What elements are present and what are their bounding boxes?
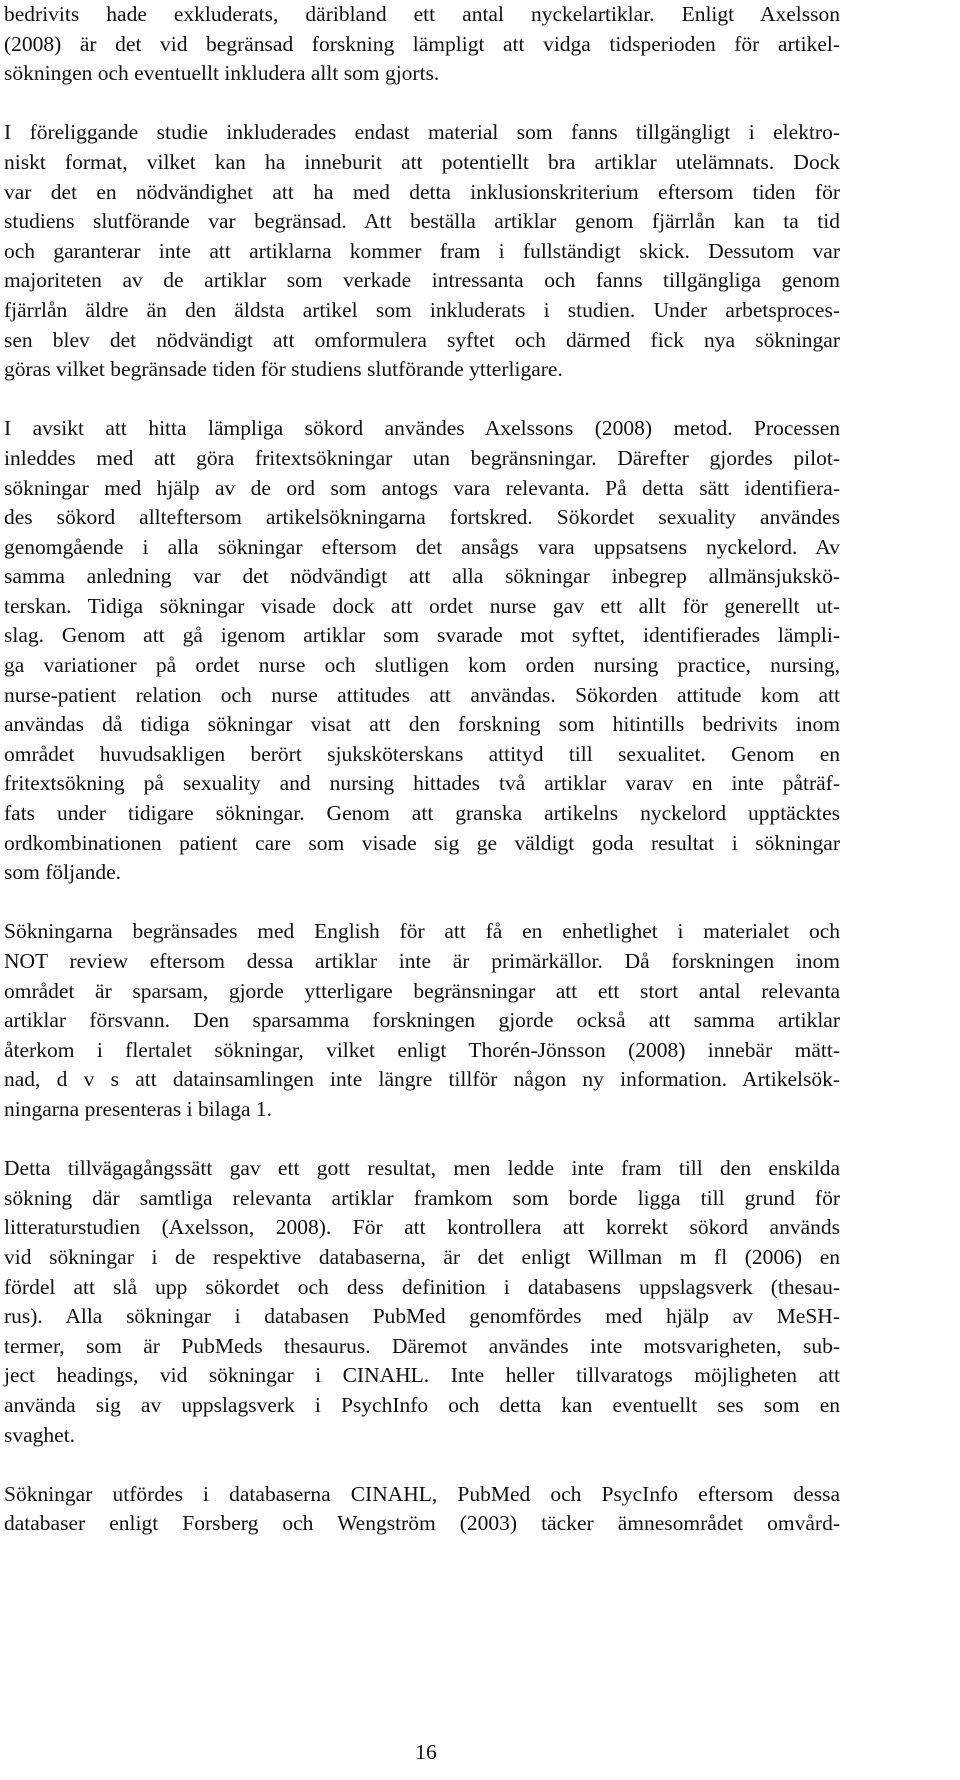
page-number: 16 [415,1740,437,1764]
text-line: databaser enligt Forsberg och Wengström (2003) täcker ämnesområdet omvård- [4,1511,840,1536]
text-line: Sökningarna begränsades med English för att få en enhetlighet i materialet och [4,919,840,944]
text-line: fritextsökning på sexuality and nursing hittades två artiklar varav en inte påträf- [4,771,840,796]
paragraph [4,0,840,89]
text-line: I föreliggande studie inkluderades endast material som fanns tillgängligt i elektro- [4,120,840,145]
text-line: studiens slutförande var begränsad. Att beställa artiklar genom fjärrlån kan ta tid [4,209,840,234]
text-line: som följande. [4,860,122,885]
text-line: sen blev det nödvändigt att omformulera syftet och därmed fick nya sökningar [4,327,840,352]
text-line: samma anledning var det nödvändigt att alla sökningar inbegrep allmänsjukskö- [4,564,840,589]
text-line: ject headings, vid sökningar i CINAHL. Inte heller tillvaratogs möjligheten att [4,1363,840,1388]
text-line: Sökningar utfördes i databaserna CINAHL, PubMed och PsycInfo eftersom dessa [4,1481,840,1506]
text-line: användas då tidiga sökningar visat att den forskning som hitintills bedrivits inom [4,712,840,737]
text-line: ga variationer på ordet nurse och slutligen kom orden nursing practice, nursing, [4,653,840,678]
text-line: området huvudsakligen berört sjuksköterskans attityd till sexualitet. Genom en [4,741,840,766]
text-line: rus). Alla sökningar i databasen PubMed genomfördes med hjälp av MeSH- [4,1304,840,1329]
text-line: svaghet. [4,1422,76,1447]
paragraph [4,917,840,1124]
text-line: (2008) är det vid begränsad forskning lämpligt att vidga tidsperioden för artikel- [4,31,840,56]
text-line: Detta tillvägagångssätt gav ett gott resultat, men ledde inte fram till den enskilda [4,1156,840,1181]
paragraph [4,1154,840,1450]
body-text [4,0,840,1568]
text-line: fjärrlån äldre än den äldsta artikel som inkluderats i studien. Under arbetsproces- [4,297,840,322]
text-line: NOT review eftersom dessa artiklar inte är primärkällor. Då forskningen inom [4,949,840,973]
text-line: termer, som är PubMeds thesaurus. Däremot användes inte motsvarigheten, sub- [4,1333,840,1358]
text-line: I avsikt att hitta lämpliga sökord användes Axelssons (2008) metod. Processen [4,416,840,441]
text-line: niskt format, vilket kan ha inneburit att potentiellt bra artiklar utelämnats. Dock [4,149,840,174]
text-line: området är sparsam, gjorde ytterligare begränsningar att ett stort antal relevanta [4,978,840,1003]
text-line: nad, d v s att datainsamlingen inte längre tillför någon ny information. Artikelsök- [4,1067,840,1092]
text-line: litteraturstudien (Axelsson, 2008). För att kontrollera att korrekt sökord används [4,1215,840,1240]
text-line: genomgående i alla sökningar eftersom det ansågs vara uppsatsens nyckelord. Av [4,534,840,559]
text-line: var det en nödvändighet att ha med detta inklusionskriterium eftersom tiden för [4,179,840,204]
text-line: bedrivits hade exkluderats, däribland ett antal nyckelartiklar. Enligt Axelsson [4,2,840,26]
text-line: sökningen och eventuellt inkludera allt som gjorts. [4,61,440,86]
text-line: göras vilket begränsade tiden för studiens slutförande ytterligare. [4,357,563,382]
text-line: inleddes med att göra fritextsökningar utan begränsningar. Därefter gjordes pilot- [4,445,840,470]
text-line: återkom i flertalet sökningar, vilket enligt Thorén-Jönsson (2008) innebär mätt- [4,1037,840,1062]
paragraph [4,414,840,888]
text-line: sökningar med hjälp av de ord som antogs vara relevanta. På detta sätt identifiera- [4,475,840,500]
text-line: des sökord allteftersom artikelsökningarna fortskred. Sökordet sexuality användes [4,505,840,530]
paragraph [4,1480,840,1539]
text-line: nurse-patient relation och nurse attitudes att användas. Sökorden attitude kom att [4,682,840,707]
text-line: terskan. Tidiga sökningar visade dock att ordet nurse gav ett allt för generellt ut- [4,593,840,618]
text-line: artiklar försvann. Den sparsamma forskningen gjorde också att samma artiklar [4,1008,840,1033]
text-line: vid sökningar i de respektive databaserna, är det enligt Willman m fl (2006) en [4,1244,840,1269]
text-line: och garanterar inte att artiklarna kommer fram i fullständigt skick. Dessutom var [4,238,840,263]
text-line: fats under tidigare sökningar. Genom att granska artikelns nyckelord upptäcktes [4,801,840,826]
text-line: sökning där samtliga relevanta artiklar framkom som borde ligga till grund för [4,1185,840,1210]
text-line: ordkombinationen patient care som visade sig ge väldigt goda resultat i sökningar [4,830,840,855]
text-line: använda sig av uppslagsverk i PsychInfo och detta kan eventuellt ses som en [4,1392,840,1417]
text-line: majoriteten av de artiklar som verkade intressanta och fanns tillgängliga genom [4,268,840,293]
paragraph [4,118,840,384]
text-line: slag. Genom att gå igenom artiklar som svarade mot syftet, identifierades lämpli- [4,623,840,648]
text-line: ningarna presenteras i bilaga 1. [4,1096,273,1121]
text-line: fördel att slå upp sökordet och dess definition i databasens uppslagsverk (thesau- [4,1274,840,1299]
